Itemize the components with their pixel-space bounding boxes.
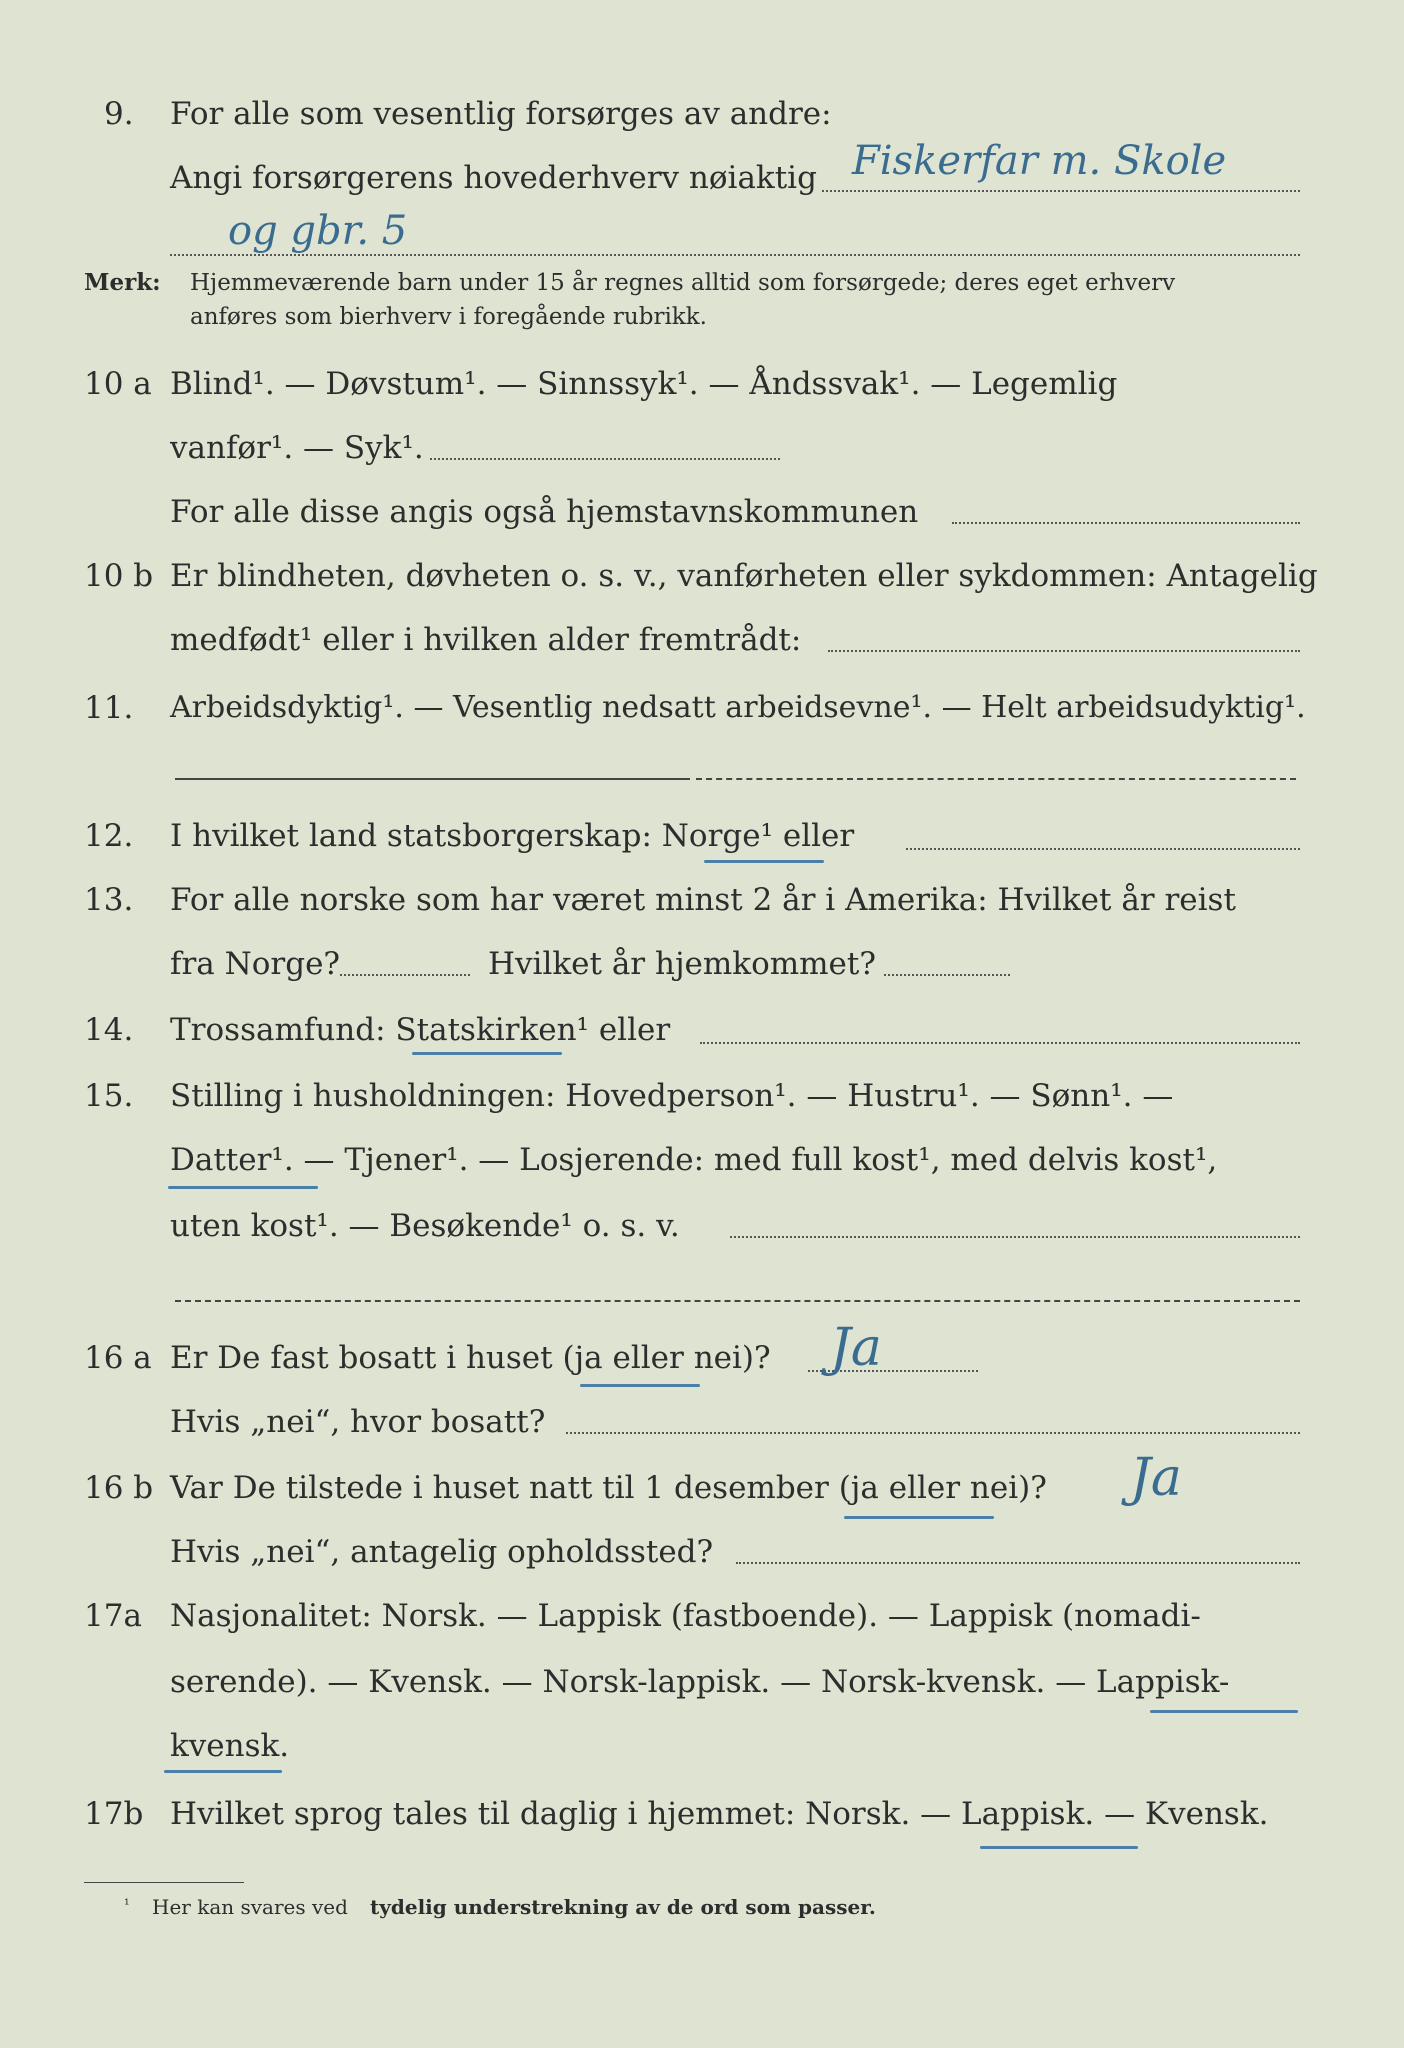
q15-rule: [175, 1300, 1300, 1302]
q11-number: 11.: [84, 690, 134, 726]
q11-rule-left: [175, 778, 690, 780]
q15-number: 15.: [84, 1078, 134, 1114]
q13-reist-dotline: [340, 974, 470, 976]
q13-line2a: fra Norge?: [170, 946, 341, 982]
q11-line1: Arbeidsdyktig¹. — Vesentlig nedsatt arbeidsevne¹. — Helt arbeidsudyktig¹.: [170, 690, 1306, 725]
q10b-line1: Er blindheten, døvheten o. s. v., vanførheten eller sykdommen: Antagelig: [170, 558, 1318, 594]
q9-line1: For alle som vesentlig forsørges av andre:: [170, 96, 832, 132]
footnote-rule: [84, 1882, 244, 1883]
q16a-answer-handwritten: Ja: [830, 1318, 882, 1378]
q11-rule-right: [696, 778, 1296, 780]
q13-line1: For alle norske som har været minst 2 år i Amerika: Hvilket år reist: [170, 882, 1236, 918]
q13-number: 13.: [84, 882, 134, 918]
q14-number: 14.: [84, 1012, 134, 1048]
q12-number: 12.: [84, 818, 134, 854]
merk-line1: Hjemmeværende barn under 15 år regnes alltid som forsørgede; deres eget erhverv: [190, 270, 1176, 296]
merk-label: Merk:: [84, 269, 161, 296]
q17b-line1: Hvilket sprog tales til daglig i hjemmet: Norsk. — Lappisk. — Kvensk.: [170, 1796, 1269, 1832]
footnote-text-plain: Her kan svares ved: [152, 1895, 348, 1919]
q17a-line3: kvensk.: [170, 1728, 290, 1764]
q16b-opholdssted-dotline: [736, 1562, 1300, 1564]
merk-line2: anføres som bierhverv i foregående rubrikk.: [190, 304, 707, 330]
q15-dotline: [730, 1236, 1300, 1238]
q15-line3: uten kost¹. — Besøkende¹ o. s. v.: [170, 1208, 680, 1244]
q14-line1: Trossamfund: Statskirken¹ eller: [170, 1012, 671, 1048]
q16a-line1: Er De fast bosatt i huset (ja eller nei)?: [170, 1340, 771, 1376]
q9-line2: Angi forsørgerens hovederhverv nøiaktig: [170, 160, 817, 196]
q10b-line2: medfødt¹ eller i hvilken alder fremtrådt:: [170, 622, 802, 658]
q10a-hjemstavn-dotline: [952, 522, 1300, 524]
q12-norge-underline: [704, 860, 824, 863]
q14-statskirken-underline: [412, 1052, 562, 1055]
q17a-lappisk-underline: [1150, 1710, 1298, 1713]
q16b-line1: Var De tilstede i huset natt til 1 desember (ja eller nei)?: [170, 1470, 1047, 1506]
q10b-dotline: [828, 650, 1300, 652]
q9-answer-handwritten-1: Fiskerfar m. Skole: [852, 138, 1227, 184]
q9-answer-handwritten-2: og gbr. 5: [228, 208, 408, 254]
q12-dotline: [906, 848, 1300, 850]
q13-hjemkommet-dotline: [884, 974, 1010, 976]
q10a-line3: For alle disse angis også hjemstavnskommunen: [170, 494, 919, 530]
q15-line1: Stilling i husholdningen: Hovedperson¹. — Hustru¹. — Sønn¹. —: [170, 1078, 1174, 1114]
q16a-ja-underline: [580, 1384, 700, 1387]
q16a-bosatt-dotline: [566, 1432, 1300, 1434]
q16b-ja-underline: [844, 1516, 994, 1519]
q16a-line2: Hvis „nei“, hvor bosatt?: [170, 1404, 546, 1440]
q16b-answer-handwritten: Ja: [1130, 1448, 1182, 1508]
q13-line2b: Hvilket år hjemkommet?: [488, 946, 876, 982]
q17a-line2: serende). — Kvensk. — Norsk-lappisk. — Norsk-kvensk. — Lappisk-: [170, 1664, 1230, 1700]
q16b-line2: Hvis „nei“, antagelig opholdssted?: [170, 1534, 714, 1570]
q12-line1: I hvilket land statsborgerskap: Norge¹ eller: [170, 818, 855, 854]
q10a-syk-dotline: [430, 458, 780, 460]
q17a-line1: Nasjonalitet: Norsk. — Lappisk (fastboende). — Lappisk (nomadi-: [170, 1598, 1201, 1634]
q10b-number: 10 b: [84, 558, 154, 594]
q14-dotline: [700, 1042, 1300, 1044]
q10a-line1: Blind¹. — Døvstum¹. — Sinnssyk¹. — Åndssvak¹. — Legemlig: [170, 366, 1118, 402]
q15-line2: Datter¹. — Tjener¹. — Losjerende: med full kost¹, med delvis kost¹,: [170, 1142, 1218, 1178]
q17b-lappisk-underline: [980, 1846, 1138, 1849]
q17b-number: 17b: [84, 1796, 144, 1832]
q16b-number: 16 b: [84, 1470, 154, 1506]
q9-number: 9.: [104, 96, 134, 132]
q9-answer-dotline-1: [822, 190, 1300, 192]
q16a-number: 16 a: [84, 1340, 152, 1376]
q9-answer-dotline-2: [170, 254, 1300, 256]
q17a-kvensk-underline: [164, 1770, 282, 1773]
q10a-line2: vanfør¹. — Syk¹.: [170, 430, 424, 466]
footnote-mark: ¹: [124, 1897, 130, 1913]
q10a-number: 10 a: [84, 366, 152, 402]
footnote-text-bold: tydelig understrekning av de ord som passer.: [370, 1895, 876, 1919]
q15-datter-underline: [168, 1186, 318, 1189]
q17a-number: 17a: [84, 1598, 142, 1634]
